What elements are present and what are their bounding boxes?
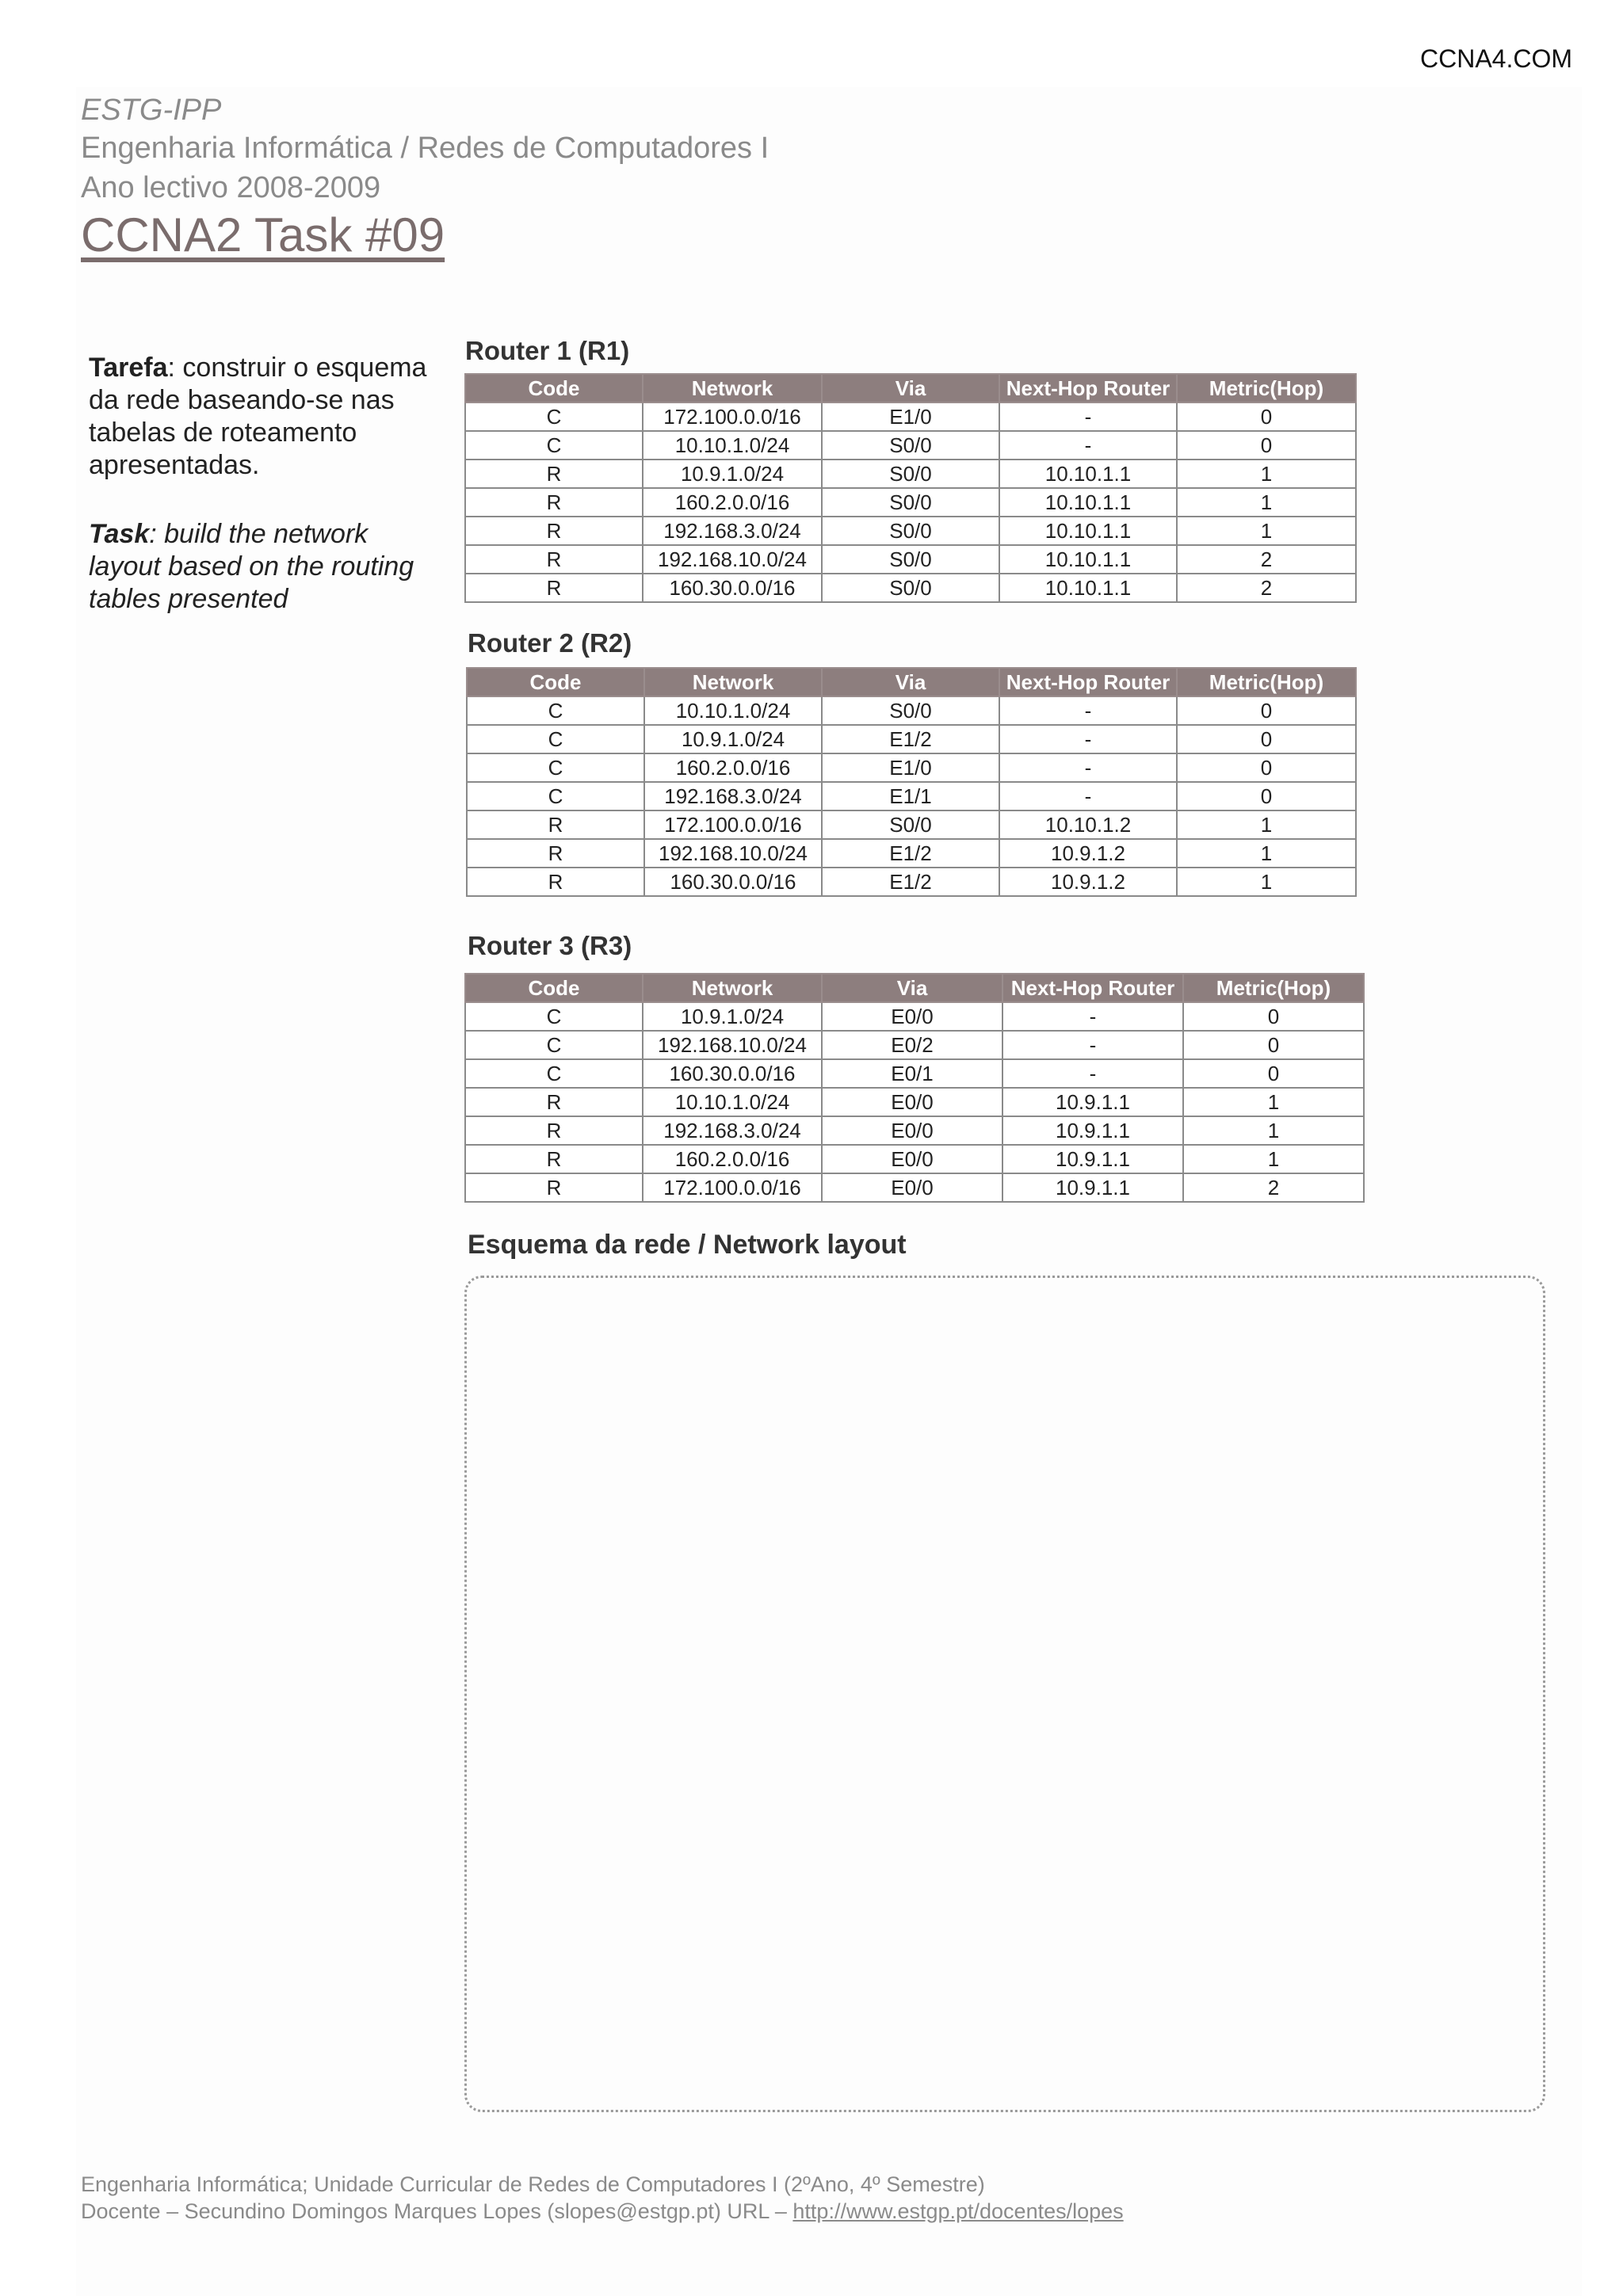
code-cell: R <box>465 517 643 545</box>
via-cell: E1/0 <box>822 402 999 431</box>
footer-url-link[interactable]: http://www.estgp.pt/docentes/lopes <box>792 2199 1124 2223</box>
network-cell: 192.168.3.0/24 <box>643 1116 822 1145</box>
metric-cell: 1 <box>1183 1145 1364 1173</box>
next-hop-cell: - <box>999 696 1177 725</box>
column-header-code: Code <box>465 974 643 1002</box>
table-row <box>465 1059 1364 1088</box>
course-name: Engenharia Informática / Redes de Computadores I <box>81 132 769 165</box>
via-cell: S0/0 <box>822 431 999 460</box>
via-cell: S0/0 <box>822 517 999 545</box>
network-cell: 160.2.0.0/16 <box>644 753 822 782</box>
next-hop-cell: 10.9.1.1 <box>1002 1145 1183 1173</box>
router-2-title: Router 2 (R2) <box>468 628 632 658</box>
via-cell: E1/1 <box>822 782 999 810</box>
network-cell: 160.30.0.0/16 <box>643 574 822 602</box>
code-cell: R <box>465 1173 643 1202</box>
table-row <box>467 696 1356 725</box>
router-2-table <box>466 667 1357 897</box>
network-cell: 192.168.10.0/24 <box>643 1031 822 1059</box>
task-description-pt <box>89 352 445 482</box>
network-cell: 192.168.10.0/24 <box>644 839 822 868</box>
metric-cell: 0 <box>1177 753 1356 782</box>
table-row <box>465 1031 1364 1059</box>
column-header-next-hop: Next-Hop Router <box>999 374 1177 402</box>
table-header-row <box>465 374 1356 402</box>
column-header-code: Code <box>465 374 643 402</box>
via-cell: E0/1 <box>822 1059 1002 1088</box>
metric-cell: 1 <box>1183 1116 1364 1145</box>
next-hop-cell: - <box>999 402 1177 431</box>
code-cell: C <box>465 1031 643 1059</box>
next-hop-cell: 10.9.1.1 <box>1002 1173 1183 1202</box>
code-cell: C <box>465 431 643 460</box>
next-hop-cell: 10.10.1.2 <box>999 810 1177 839</box>
table-row <box>465 488 1356 517</box>
next-hop-cell: - <box>1002 1031 1183 1059</box>
metric-cell: 1 <box>1177 460 1356 488</box>
via-cell: E0/0 <box>822 1002 1002 1031</box>
metric-cell: 2 <box>1177 574 1356 602</box>
code-cell: C <box>467 725 644 753</box>
network-cell: 192.168.3.0/24 <box>644 782 822 810</box>
table-header-row <box>467 668 1356 696</box>
metric-cell: 2 <box>1177 545 1356 574</box>
metric-cell: 1 <box>1177 517 1356 545</box>
next-hop-cell: 10.9.1.2 <box>999 839 1177 868</box>
table-row <box>465 402 1356 431</box>
metric-cell: 2 <box>1183 1173 1364 1202</box>
table-row <box>465 1088 1364 1116</box>
next-hop-cell: - <box>999 782 1177 810</box>
next-hop-cell: - <box>1002 1002 1183 1031</box>
code-cell: R <box>465 488 643 517</box>
via-cell: S0/0 <box>822 488 999 517</box>
next-hop-cell: 10.9.1.1 <box>1002 1088 1183 1116</box>
next-hop-cell: 10.10.1.1 <box>999 488 1177 517</box>
watermark: CCNA4.COM <box>1419 44 1572 73</box>
column-header-metric: Metric(Hop) <box>1177 668 1356 696</box>
table-row <box>467 753 1356 782</box>
code-cell: R <box>465 1116 643 1145</box>
code-cell: R <box>465 545 643 574</box>
code-cell: C <box>467 782 644 810</box>
column-header-network: Network <box>643 374 822 402</box>
next-hop-cell: - <box>1002 1059 1183 1088</box>
metric-cell: 1 <box>1177 868 1356 896</box>
network-cell: 160.30.0.0/16 <box>644 868 822 896</box>
column-header-next-hop: Next-Hop Router <box>999 668 1177 696</box>
via-cell: E0/2 <box>822 1031 1002 1059</box>
network-cell: 10.10.1.0/24 <box>643 1088 822 1116</box>
column-header-via: Via <box>822 668 999 696</box>
metric-cell: 0 <box>1177 696 1356 725</box>
via-cell: S0/0 <box>822 460 999 488</box>
code-cell: R <box>465 1145 643 1173</box>
table-row <box>465 460 1356 488</box>
column-header-network: Network <box>643 974 822 1002</box>
metric-cell: 0 <box>1183 1059 1364 1088</box>
network-layout-drawing-area <box>464 1276 1545 2112</box>
next-hop-cell: 10.10.1.1 <box>999 460 1177 488</box>
table-row <box>465 1116 1364 1145</box>
metric-cell: 0 <box>1177 402 1356 431</box>
code-cell: C <box>465 1059 643 1088</box>
metric-cell: 0 <box>1183 1031 1364 1059</box>
task-description-en <box>89 518 445 616</box>
task-label-pt: Tarefa <box>89 353 168 383</box>
network-cell: 10.9.1.0/24 <box>643 460 822 488</box>
table-row <box>467 810 1356 839</box>
via-cell: E0/0 <box>822 1088 1002 1116</box>
network-cell: 160.30.0.0/16 <box>643 1059 822 1088</box>
task-text-en: : build the network layout based on the routing tables presented <box>89 519 414 614</box>
task-text-pt: : construir o esquema da rede baseando-se nas tabelas de roteamento apresentadas. <box>89 353 427 480</box>
table-row <box>467 725 1356 753</box>
router-1-table <box>464 373 1357 603</box>
network-cell: 160.2.0.0/16 <box>643 488 822 517</box>
metric-cell: 1 <box>1177 810 1356 839</box>
next-hop-cell: 10.10.1.1 <box>999 574 1177 602</box>
via-cell: S0/0 <box>822 545 999 574</box>
code-cell: C <box>467 696 644 725</box>
footer-teacher-text: Docente – Secundino Domingos Marques Lopes (slopes@estgp.pt) URL – <box>81 2199 793 2223</box>
next-hop-cell: 10.9.1.2 <box>999 868 1177 896</box>
table-row <box>465 1002 1364 1031</box>
next-hop-cell: 10.9.1.1 <box>1002 1116 1183 1145</box>
next-hop-cell: 10.10.1.1 <box>999 517 1177 545</box>
network-cell: 172.100.0.0/16 <box>643 402 822 431</box>
code-cell: C <box>467 753 644 782</box>
via-cell: E0/0 <box>822 1116 1002 1145</box>
code-cell: C <box>465 402 643 431</box>
document-title: CCNA2 Task #09 <box>81 208 445 261</box>
network-cell: 10.9.1.0/24 <box>643 1002 822 1031</box>
table-row <box>467 868 1356 896</box>
via-cell: S0/0 <box>822 696 999 725</box>
column-header-network: Network <box>644 668 822 696</box>
via-cell: E1/2 <box>822 839 999 868</box>
next-hop-cell: - <box>999 753 1177 782</box>
network-cell: 10.10.1.0/24 <box>644 696 822 725</box>
network-cell: 172.100.0.0/16 <box>644 810 822 839</box>
column-header-via: Via <box>822 374 999 402</box>
column-header-metric: Metric(Hop) <box>1183 974 1364 1002</box>
network-cell: 10.9.1.0/24 <box>644 725 822 753</box>
code-cell: R <box>467 810 644 839</box>
table-row <box>465 1145 1364 1173</box>
metric-cell: 1 <box>1177 488 1356 517</box>
column-header-metric: Metric(Hop) <box>1177 374 1356 402</box>
via-cell: E1/2 <box>822 725 999 753</box>
router-3-title: Router 3 (R3) <box>468 931 632 960</box>
code-cell: C <box>465 1002 643 1031</box>
network-cell: 10.10.1.0/24 <box>643 431 822 460</box>
column-header-via: Via <box>822 974 1002 1002</box>
router-1-title: Router 1 (R1) <box>465 336 630 365</box>
network-cell: 172.100.0.0/16 <box>643 1173 822 1202</box>
table-row <box>465 545 1356 574</box>
metric-cell: 0 <box>1177 782 1356 810</box>
academic-year: Ano lectivo 2008-2009 <box>81 171 381 204</box>
network-layout-title: Esquema da rede / Network layout <box>468 1230 907 1260</box>
code-cell: R <box>465 574 643 602</box>
via-cell: E1/0 <box>822 753 999 782</box>
next-hop-cell: - <box>999 725 1177 753</box>
table-row <box>465 1173 1364 1202</box>
network-cell: 192.168.3.0/24 <box>643 517 822 545</box>
metric-cell: 1 <box>1183 1088 1364 1116</box>
via-cell: S0/0 <box>822 574 999 602</box>
table-row <box>467 839 1356 868</box>
next-hop-cell: 10.10.1.1 <box>999 545 1177 574</box>
metric-cell: 0 <box>1177 431 1356 460</box>
code-cell: R <box>467 839 644 868</box>
footer-course-info: Engenharia Informática; Unidade Curricular de Redes de Computadores I (2ºAno, 4º Semestre) <box>81 2172 985 2196</box>
metric-cell: 0 <box>1183 1002 1364 1031</box>
network-cell: 192.168.10.0/24 <box>643 545 822 574</box>
network-cell: 160.2.0.0/16 <box>643 1145 822 1173</box>
router-3-table <box>464 973 1365 1203</box>
via-cell: E0/0 <box>822 1173 1002 1202</box>
task-label-en: Task <box>89 519 150 549</box>
metric-cell: 1 <box>1177 839 1356 868</box>
table-header-row <box>465 974 1364 1002</box>
metric-cell: 0 <box>1177 725 1356 753</box>
next-hop-cell: - <box>999 431 1177 460</box>
table-row <box>465 574 1356 602</box>
via-cell: S0/0 <box>822 810 999 839</box>
via-cell: E0/0 <box>822 1145 1002 1173</box>
code-cell: R <box>465 460 643 488</box>
column-header-next-hop: Next-Hop Router <box>1002 974 1183 1002</box>
table-row <box>465 517 1356 545</box>
table-row <box>467 782 1356 810</box>
code-cell: R <box>467 868 644 896</box>
column-header-code: Code <box>467 668 644 696</box>
footer-teacher-info <box>81 2199 1124 2224</box>
code-cell: R <box>465 1088 643 1116</box>
table-row <box>465 431 1356 460</box>
via-cell: E1/2 <box>822 868 999 896</box>
institution-name: ESTG-IPP <box>81 93 222 127</box>
